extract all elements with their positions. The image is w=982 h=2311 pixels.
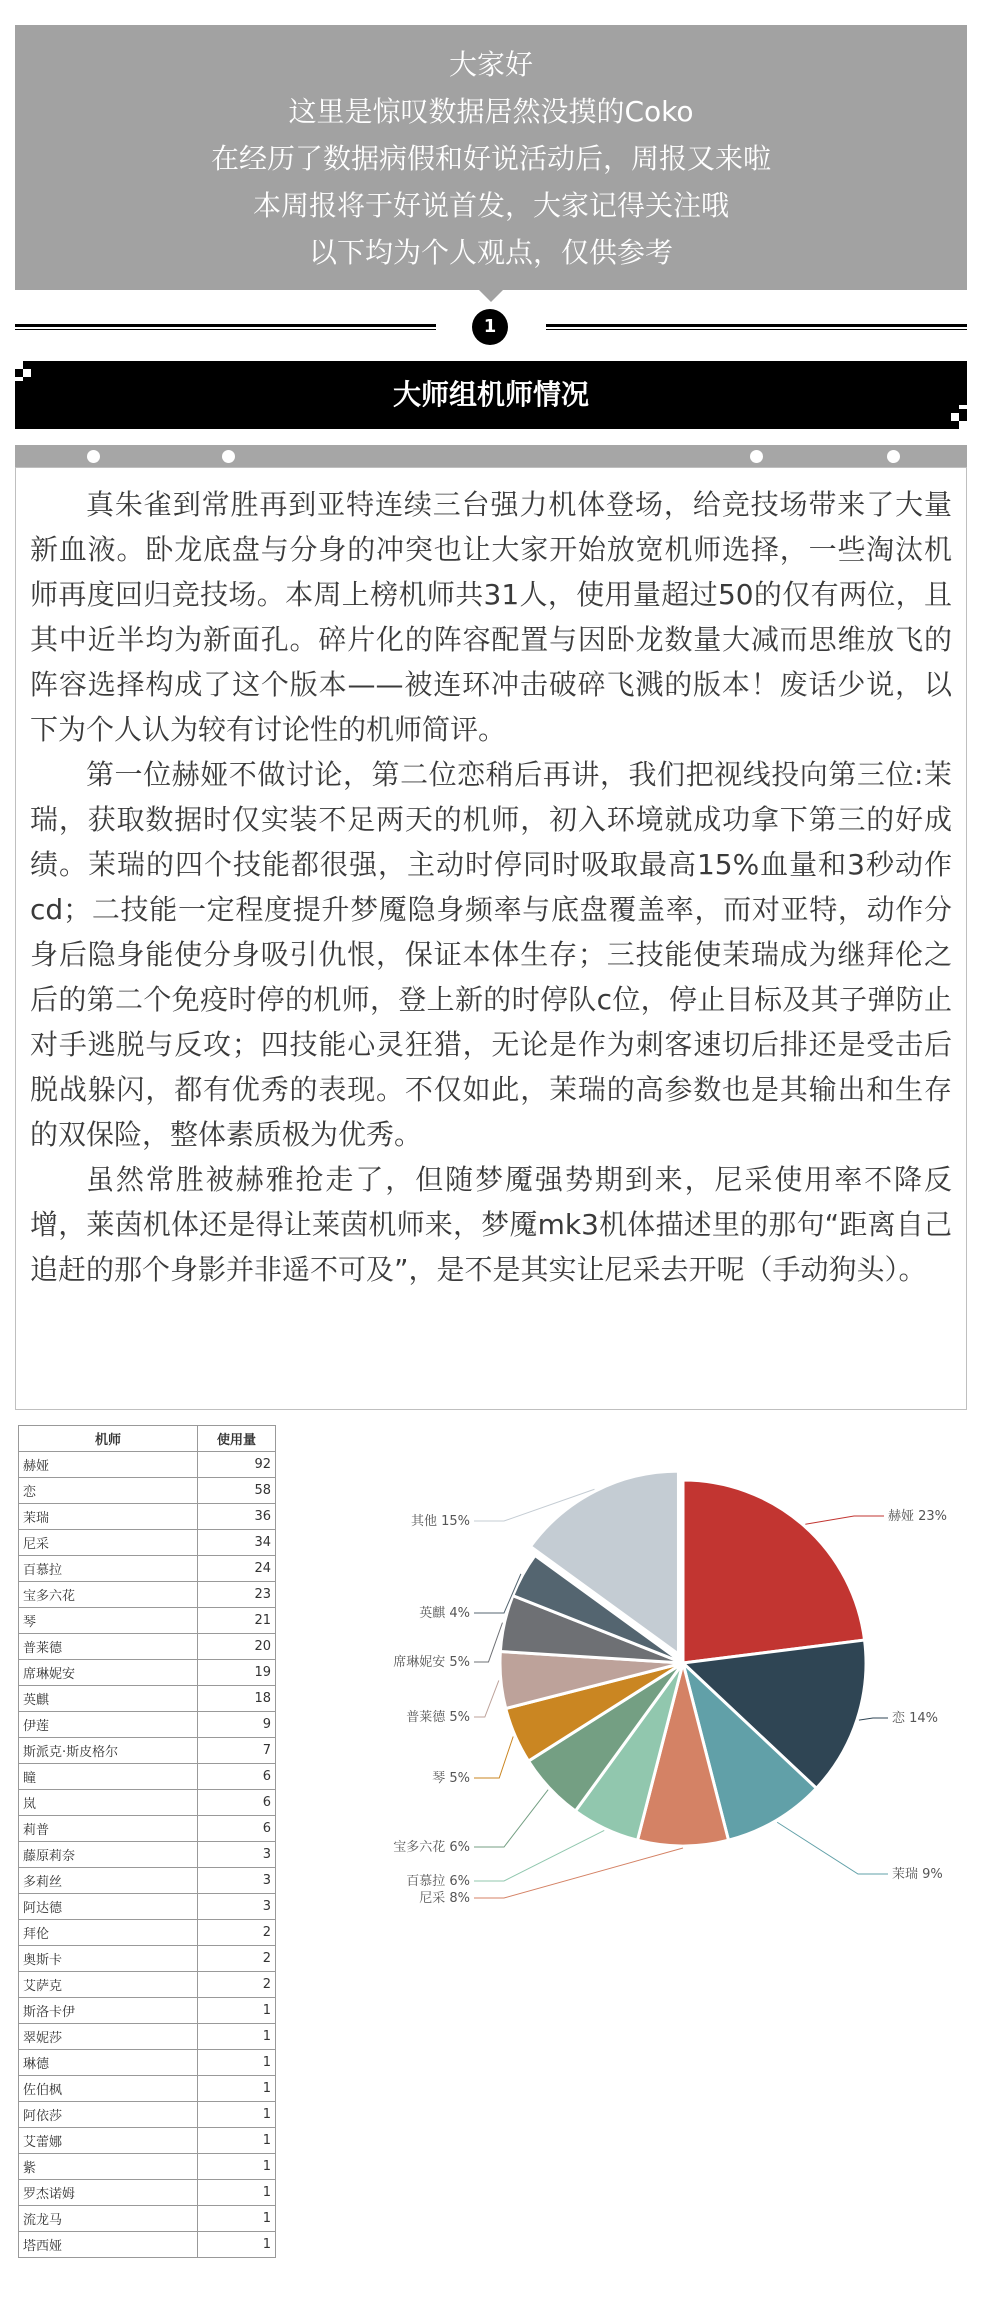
article-text-box — [15, 467, 967, 1410]
intro-line: 以下均为个人观点，仅供参考 — [308, 236, 673, 269]
pilot-name-cell: 赫娅 — [19, 1452, 198, 1478]
table-row — [19, 1582, 276, 1608]
section-divider-right — [546, 324, 967, 330]
strip-dot — [87, 450, 100, 463]
usage-count-cell: 6 — [198, 1816, 276, 1842]
column-header-pilot: 机师 — [19, 1426, 198, 1452]
usage-count-cell: 58 — [198, 1478, 276, 1504]
usage-count-cell: 36 — [198, 1504, 276, 1530]
usage-count-cell: 1 — [198, 2076, 276, 2102]
pilot-name-cell: 琴 — [19, 1608, 198, 1634]
pilot-name-cell: 罗杰诺姆 — [19, 2180, 198, 2206]
pie-slice — [683, 1480, 865, 1663]
pie-leader-line — [805, 1516, 884, 1524]
pilot-name-cell: 阿达德 — [19, 1894, 198, 1920]
usage-pie-chart — [340, 1440, 960, 1920]
usage-count-cell: 3 — [198, 1842, 276, 1868]
table-row — [19, 1946, 276, 1972]
usage-count-cell: 19 — [198, 1660, 276, 1686]
pie-leader-line — [474, 1623, 502, 1662]
table-row — [19, 1894, 276, 1920]
usage-count-cell: 2 — [198, 1920, 276, 1946]
pilot-name-cell: 莉普 — [19, 1816, 198, 1842]
paragraph: 虽然常胜被赫雅抢走了，但随梦魇强势期到来，尼采使用率不降反增，莱茵机体还是得让莱茵机师来，梦魇mk3机体描述里的那句“距离自己追赶的那个身影并非遥不可及”，是不是其实让尼采去开呢（手动狗头）。 — [30, 1163, 952, 1286]
table-row — [19, 2128, 276, 2154]
pilot-usage-table — [18, 1425, 276, 2258]
table-row — [19, 1998, 276, 2024]
table-row — [19, 2102, 276, 2128]
table-row — [19, 1764, 276, 1790]
pilot-name-cell: 艾萨克 — [19, 1972, 198, 1998]
title-pixel-decoration — [23, 369, 31, 377]
pie-slice-label: 琴 5% — [432, 1771, 470, 1786]
pilot-name-cell: 英麒 — [19, 1686, 198, 1712]
table-row — [19, 1972, 276, 1998]
pilot-name-cell: 伊莲 — [19, 1712, 198, 1738]
pilot-name-cell: 艾蕾娜 — [19, 2128, 198, 2154]
intro-banner — [15, 25, 967, 290]
pie-leader-line — [859, 1718, 888, 1720]
section-divider-left — [15, 324, 436, 330]
title-pixel-decoration — [15, 377, 23, 381]
usage-count-cell: 1 — [198, 2102, 276, 2128]
pilot-name-cell: 拜伦 — [19, 1920, 198, 1946]
paragraph: 第一位赫娅不做讨论，第二位恋稍后再讲，我们把视线投向第三位:茉瑞，获取数据时仅实装不足两天的机师，初入环境就成功拿下第三的好成绩。茉瑞的四个技能都很强，主动时停同时吸取最高15%血量和3秒动作cd；二技能一定程度提升梦魇隐身频率与底盘覆盖率，而对亚特，动作分身后隐身能使分身吸引仇恨，保证本体生存；三技能使茉瑞成为继拜伦之后的第二个免疫时停的机师，登上新的时停队c位，停止目标及其子弹防止对手逃脱与反攻；四技能心灵狂猎，无论是作为刺客速切后排还是受击后脱战躲闪，都有优秀的表现。不仅如此，茉瑞的高参数也是其输出和生存的双保险，整体素质极为优秀。 — [30, 758, 952, 1151]
pie-slice-label: 其他 15% — [410, 1514, 470, 1529]
intro-line: 本周报将于好说首发，大家记得关注哦 — [252, 189, 729, 222]
usage-count-cell: 24 — [198, 1556, 276, 1582]
title-pixel-decoration — [951, 413, 959, 421]
pilot-name-cell: 斯派克·斯皮格尔 — [19, 1738, 198, 1764]
pilot-name-cell: 斯洛卡伊 — [19, 1998, 198, 2024]
table-row — [19, 2154, 276, 2180]
table-row — [19, 1816, 276, 1842]
table-row — [19, 1686, 276, 1712]
intro-line: 在经历了数据病假和好说活动后，周报又来啦 — [210, 142, 771, 175]
table-row — [19, 1634, 276, 1660]
pilot-name-cell: 瞳 — [19, 1764, 198, 1790]
usage-count-cell: 92 — [198, 1452, 276, 1478]
table-row — [19, 1660, 276, 1686]
pilot-name-cell: 藤原莉奈 — [19, 1842, 198, 1868]
title-pixel-decoration — [15, 361, 23, 369]
usage-count-cell: 2 — [198, 1946, 276, 1972]
table-row — [19, 2180, 276, 2206]
pie-slice-label: 赫娅 23% — [888, 1509, 948, 1524]
table-row — [19, 1712, 276, 1738]
title-pixel-decoration — [959, 405, 967, 409]
decorative-strip — [15, 445, 967, 467]
pie-chart-svg — [340, 1440, 960, 1920]
section-number-badge: 1 — [472, 309, 508, 345]
pie-slice-label: 百慕拉 6% — [406, 1874, 470, 1889]
table-row — [19, 1608, 276, 1634]
table-row — [19, 1790, 276, 1816]
pie-leader-line — [474, 1680, 499, 1717]
strip-dot — [750, 450, 763, 463]
table-row — [19, 2232, 276, 2258]
pilot-name-cell: 翠妮莎 — [19, 2024, 198, 2050]
table-header-row — [19, 1426, 276, 1452]
pilot-name-cell: 席琳妮安 — [19, 1660, 198, 1686]
pilot-name-cell: 普莱德 — [19, 1634, 198, 1660]
usage-count-cell: 1 — [198, 1998, 276, 2024]
pie-slice-label: 英麒 4% — [419, 1606, 470, 1621]
table-row — [19, 1504, 276, 1530]
title-pixel-decoration — [959, 421, 967, 429]
usage-count-cell: 1 — [198, 2154, 276, 2180]
pie-slice-label: 普莱德 5% — [406, 1710, 470, 1725]
usage-count-cell: 34 — [198, 1530, 276, 1556]
table-row — [19, 1920, 276, 1946]
table-row — [19, 1530, 276, 1556]
paragraph: 真朱雀到常胜再到亚特连续三台强力机体登场，给竞技场带来了大量新血液。卧龙底盘与分身的冲突也让大家开始放宽机师选择，一些淘汰机师再度回归竞技场。本周上榜机师共31人，使用量超过50的仅有两位，且其中近半均为新面孔。碎片化的阵容配置与因卧龙数量大减而思维放飞的阵容选择构成了这个版本——被连环冲击破碎飞溅的版本！废话少说，以下为个人认为较有讨论性的机师简评。 — [30, 488, 952, 746]
pilot-name-cell: 百慕拉 — [19, 1556, 198, 1582]
column-header-usage: 使用量 — [198, 1426, 276, 1452]
pie-leader-line — [474, 1790, 548, 1847]
pilot-name-cell: 塔西娅 — [19, 2232, 198, 2258]
pilot-name-cell: 紫 — [19, 2154, 198, 2180]
pie-slice-label: 尼采 8% — [419, 1891, 470, 1906]
table-row — [19, 1842, 276, 1868]
table-row — [19, 1478, 276, 1504]
usage-count-cell: 9 — [198, 1712, 276, 1738]
usage-count-cell: 1 — [198, 2180, 276, 2206]
pie-leader-line — [777, 1822, 888, 1874]
pie-slice-label: 席琳妮安 5% — [393, 1655, 470, 1670]
pilot-name-cell: 阿依莎 — [19, 2102, 198, 2128]
intro-notch — [479, 290, 503, 302]
usage-count-cell: 21 — [198, 1608, 276, 1634]
table-row — [19, 2206, 276, 2232]
usage-count-cell: 3 — [198, 1894, 276, 1920]
intro-line: 这里是惊叹数据居然没摸的Coko — [288, 95, 694, 128]
pie-leader-line — [474, 1736, 513, 1778]
pie-slice-label: 宝多六花 6% — [393, 1840, 470, 1855]
usage-count-cell: 2 — [198, 1972, 276, 1998]
pie-slice-label: 恋 14% — [892, 1711, 939, 1726]
usage-count-cell: 1 — [198, 2232, 276, 2258]
pilot-name-cell: 多莉丝 — [19, 1868, 198, 1894]
pilot-name-cell: 尼采 — [19, 1530, 198, 1556]
section-title: 大师组机师情况 — [15, 361, 967, 429]
pilot-name-cell: 宝多六花 — [19, 1582, 198, 1608]
table-row — [19, 1868, 276, 1894]
usage-count-cell: 18 — [198, 1686, 276, 1712]
usage-count-cell: 1 — [198, 2050, 276, 2076]
intro-line: 大家好 — [448, 48, 533, 81]
usage-count-cell: 6 — [198, 1764, 276, 1790]
table-row — [19, 1556, 276, 1582]
usage-count-cell: 1 — [198, 2128, 276, 2154]
pie-slice-label: 茉瑞 9% — [892, 1867, 943, 1882]
table-row — [19, 2050, 276, 2076]
pilot-name-cell: 佐伯枫 — [19, 2076, 198, 2102]
table-row — [19, 2024, 276, 2050]
usage-count-cell: 1 — [198, 2206, 276, 2232]
pilot-name-cell: 琳德 — [19, 2050, 198, 2076]
usage-count-cell: 1 — [198, 2024, 276, 2050]
strip-dot — [222, 450, 235, 463]
usage-count-cell: 23 — [198, 1582, 276, 1608]
pilot-name-cell: 流龙马 — [19, 2206, 198, 2232]
usage-count-cell: 6 — [198, 1790, 276, 1816]
pilot-name-cell: 岚 — [19, 1790, 198, 1816]
usage-count-cell: 3 — [198, 1868, 276, 1894]
pie-leader-line — [474, 1848, 683, 1898]
table-row — [19, 2076, 276, 2102]
usage-count-cell: 20 — [198, 1634, 276, 1660]
pilot-name-cell: 奥斯卡 — [19, 1946, 198, 1972]
strip-dot — [887, 450, 900, 463]
pilot-name-cell: 茉瑞 — [19, 1504, 198, 1530]
table-row — [19, 1738, 276, 1764]
table-row — [19, 1452, 276, 1478]
pilot-name-cell: 恋 — [19, 1478, 198, 1504]
usage-count-cell: 7 — [198, 1738, 276, 1764]
pie-leader-line — [474, 1830, 604, 1881]
